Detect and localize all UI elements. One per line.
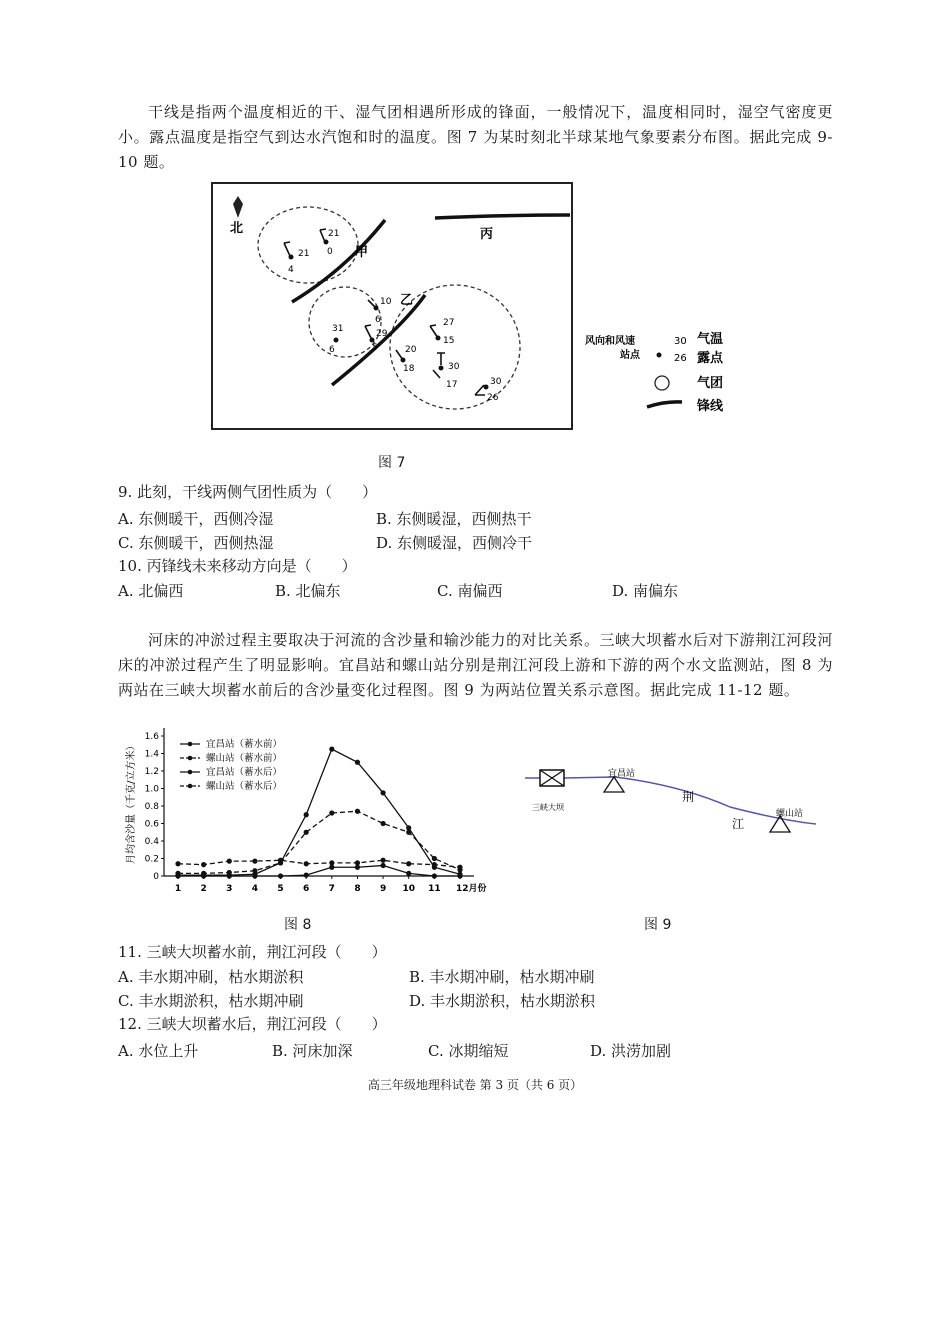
series-2-point xyxy=(252,873,257,878)
svg-text:15: 15 xyxy=(443,336,455,346)
q9-option-c[interactable]: C. 东侧暖干，西侧热湿 xyxy=(118,534,274,552)
series-0-point xyxy=(304,812,309,817)
svg-text:气团: 气团 xyxy=(697,376,724,391)
svg-text:6: 6 xyxy=(375,315,381,325)
x-tick-label: 5 xyxy=(277,884,284,894)
question-10-stem: 10. 丙锋线未来移动方向是（ ） xyxy=(118,557,357,575)
station-9 xyxy=(475,377,502,403)
q12-option-a[interactable]: A. 水位上升 xyxy=(118,1042,199,1060)
legend-label-3: 螺山站（蓄水后） xyxy=(206,781,283,792)
svg-text:露点: 露点 xyxy=(697,351,724,366)
svg-text:20: 20 xyxy=(405,345,417,355)
series-1-point xyxy=(304,830,309,835)
station-3 xyxy=(368,297,392,325)
series-3-point xyxy=(380,858,385,863)
legend-label-0: 宜昌站（蓄水前） xyxy=(206,739,283,750)
series-1-point xyxy=(380,821,385,826)
figure-7-weather-map xyxy=(200,180,760,440)
figure-8-chart xyxy=(118,724,498,904)
series-2-point xyxy=(304,873,309,878)
intro-text-2: 河床的冲淤过程主要取决于河流的含沙量和输沙能力的对比关系。三峡大坝蓄水后对下游荆江河段河床的冲淤过程产生了明显影响。宜昌站和螺山站分别是荆江河段上游和下游的两个水文监测站，图 8 为两站在三峡大坝蓄水前后的含沙量变化过程图。图 9 为两站位置关系示意图。据此完成 11-12 题。 xyxy=(118,631,833,699)
station-6 xyxy=(430,318,454,346)
svg-text:31: 31 xyxy=(332,324,344,334)
q10-option-d[interactable]: D. 南偏东 xyxy=(612,582,679,600)
q9-option-a[interactable]: A. 东侧暖干，西侧冷湿 xyxy=(118,510,274,528)
svg-text:4: 4 xyxy=(288,265,294,275)
q10-option-c[interactable]: C. 南偏西 xyxy=(437,582,503,600)
legend-marker-1 xyxy=(188,756,193,761)
legend-air-mass-icon xyxy=(655,376,669,390)
svg-text:21: 21 xyxy=(298,249,310,259)
intro-paragraph-1 xyxy=(118,100,833,175)
q12-option-d[interactable]: D. 洪涝加剧 xyxy=(590,1042,672,1060)
series-3-point xyxy=(406,861,411,866)
svg-text:10: 10 xyxy=(380,297,392,307)
legend-label-1: 螺山站（蓄水前） xyxy=(206,753,283,764)
question-11-stem: 11. 三峡大坝蓄水前，荆江河段（ ） xyxy=(118,943,387,961)
legend-marker-3 xyxy=(188,784,193,789)
svg-text:30: 30 xyxy=(448,362,460,372)
chart-y-axis-label: 月均含沙量（千克/立方米） xyxy=(126,740,137,864)
station-8 xyxy=(433,353,460,390)
x-tick-label: 7 xyxy=(328,884,335,894)
svg-text:30: 30 xyxy=(674,336,687,347)
q12-option-c[interactable]: C. 冰期缩短 xyxy=(428,1042,509,1060)
svg-text:27: 27 xyxy=(443,318,455,328)
yichang-label: 宜昌站 xyxy=(608,769,636,779)
svg-text:21: 21 xyxy=(328,229,340,239)
series-2-point xyxy=(227,873,232,878)
svg-text:0: 0 xyxy=(327,247,333,257)
svg-text:锋线: 锋线 xyxy=(697,399,724,414)
svg-text:气温: 气温 xyxy=(697,332,724,347)
x-tick-label: 12月份 xyxy=(456,884,487,894)
station-2 xyxy=(320,229,339,257)
legend-marker-2 xyxy=(188,770,193,775)
river-char-2: 江 xyxy=(732,817,745,831)
series-1-point xyxy=(406,830,411,835)
series-3-point xyxy=(201,862,206,867)
dam-cross xyxy=(540,770,564,786)
q10-option-b[interactable]: B. 北偏东 xyxy=(275,582,341,600)
series-3-point xyxy=(304,861,309,866)
figure-7-caption: 图 7 xyxy=(378,455,406,471)
series-0-point xyxy=(329,747,334,752)
svg-text:6: 6 xyxy=(329,345,335,355)
svg-text:30: 30 xyxy=(490,377,502,387)
series-3-point xyxy=(432,862,437,867)
page-footer: 高三年级地理科试卷 第 3 页（共 6 页） xyxy=(367,1078,583,1092)
series-1-point xyxy=(355,809,360,814)
q11-option-d[interactable]: D. 丰水期淤积，枯水期淤积 xyxy=(409,992,596,1010)
label-bing: 丙 xyxy=(480,227,494,242)
series-2-point xyxy=(278,873,283,878)
legend-marker-0 xyxy=(188,742,193,747)
x-tick-label: 3 xyxy=(226,884,233,894)
svg-text:站点: 站点 xyxy=(620,350,640,361)
series-3-point xyxy=(278,858,283,863)
x-tick-label: 2 xyxy=(200,884,207,894)
y-tick-label: 1.4 xyxy=(144,749,159,760)
svg-text:5: 5 xyxy=(372,343,378,353)
svg-text:18: 18 xyxy=(403,364,415,374)
svg-text:26: 26 xyxy=(674,353,687,364)
series-2-point xyxy=(201,873,206,878)
label-jia: 甲 xyxy=(355,245,369,260)
legend-label-2: 宜昌站（蓄水后） xyxy=(206,767,283,778)
series-3-point xyxy=(457,865,462,870)
air-mass-2 xyxy=(309,287,381,357)
luoshan-label: 螺山站 xyxy=(776,809,804,819)
series-line-3 xyxy=(178,860,460,867)
intro-paragraph-2 xyxy=(118,628,833,703)
q9-option-d[interactable]: D. 东侧暖湿，西侧冷干 xyxy=(376,534,533,552)
legend-front-icon xyxy=(647,402,682,407)
north-arrow-icon xyxy=(233,196,243,218)
question-9-stem: 9. 此刻，干线两侧气团性质为（ ） xyxy=(118,483,378,501)
series-3-point xyxy=(355,860,360,865)
y-tick-label: 1.0 xyxy=(144,784,159,795)
y-tick-label: 0.8 xyxy=(144,802,159,812)
q9-option-b[interactable]: B. 东侧暖湿，西侧热干 xyxy=(376,510,532,528)
series-0-point xyxy=(380,790,385,795)
series-2-point xyxy=(406,871,411,876)
north-label: 北 xyxy=(230,221,244,236)
y-tick-label: 1.2 xyxy=(144,767,159,777)
series-3-point xyxy=(227,859,232,864)
front-line-bing xyxy=(435,215,570,218)
y-tick-label: 0.6 xyxy=(144,819,159,830)
x-tick-label: 4 xyxy=(251,884,259,894)
yangtze-river-line xyxy=(525,777,816,824)
station-1 xyxy=(284,242,309,275)
q11-option-a[interactable]: A. 丰水期冲刷，枯水期淤积 xyxy=(118,968,304,986)
x-tick-label: 8 xyxy=(354,884,361,894)
series-line-2 xyxy=(178,866,460,877)
svg-text:17: 17 xyxy=(446,380,458,390)
series-1-point xyxy=(329,810,334,815)
q11-option-c[interactable]: C. 丰水期淤积，枯水期冲刷 xyxy=(118,992,304,1010)
series-1-point xyxy=(252,868,257,873)
label-yi: 乙 xyxy=(400,293,414,308)
svg-text:29: 29 xyxy=(376,329,388,339)
svg-text:风向和风速: 风向和风速 xyxy=(585,336,635,347)
x-tick-label: 10 xyxy=(402,884,415,894)
x-tick-label: 9 xyxy=(379,884,387,894)
y-tick-label: 0.2 xyxy=(144,854,159,865)
series-3-point xyxy=(252,859,257,864)
x-tick-label: 11 xyxy=(428,884,441,894)
series-2-point xyxy=(457,873,462,878)
x-tick-label: 1 xyxy=(174,884,182,894)
series-0-point xyxy=(355,760,360,765)
y-tick-label: 1.6 xyxy=(144,732,159,742)
series-1-point xyxy=(432,856,437,861)
figure-7-legend xyxy=(585,331,724,414)
y-tick-label: 0.4 xyxy=(144,837,159,847)
figure-9-location-map xyxy=(520,760,840,850)
yichang-station-icon xyxy=(604,777,624,792)
q11-option-b[interactable]: B. 丰水期冲刷，枯水期冲刷 xyxy=(409,968,595,986)
series-3-point xyxy=(175,861,180,866)
figure-9-caption: 图 9 xyxy=(644,917,672,933)
figure-8-caption: 图 8 xyxy=(284,917,312,933)
air-mass-1 xyxy=(258,207,358,283)
intro-text-1: 干线是指两个温度相近的干、湿气团相遇所形成的锋面，一般情况下，温度相同时，湿空气密度更小。露点温度是指空气到达水汽饱和时的温度。图 7 为某时刻北半球某地气象要素分布图。据此完成 9-10 题。 xyxy=(118,103,833,171)
q10-option-a[interactable]: A. 北偏西 xyxy=(118,582,184,600)
question-12-stem: 12. 三峡大坝蓄水后，荆江河段（ ） xyxy=(118,1015,387,1033)
river-char-1: 荆 xyxy=(682,790,695,804)
series-3-point xyxy=(329,860,334,865)
q12-option-b[interactable]: B. 河床加深 xyxy=(272,1042,353,1060)
series-2-point xyxy=(380,863,385,868)
y-tick-label: 0 xyxy=(153,872,159,882)
svg-text:26: 26 xyxy=(487,393,499,403)
station-7 xyxy=(396,345,417,374)
station-4 xyxy=(329,324,343,355)
series-2-point xyxy=(432,873,437,878)
dam-label: 三峡大坝 xyxy=(532,803,564,812)
x-tick-label: 6 xyxy=(303,884,310,894)
series-2-point xyxy=(175,873,180,878)
